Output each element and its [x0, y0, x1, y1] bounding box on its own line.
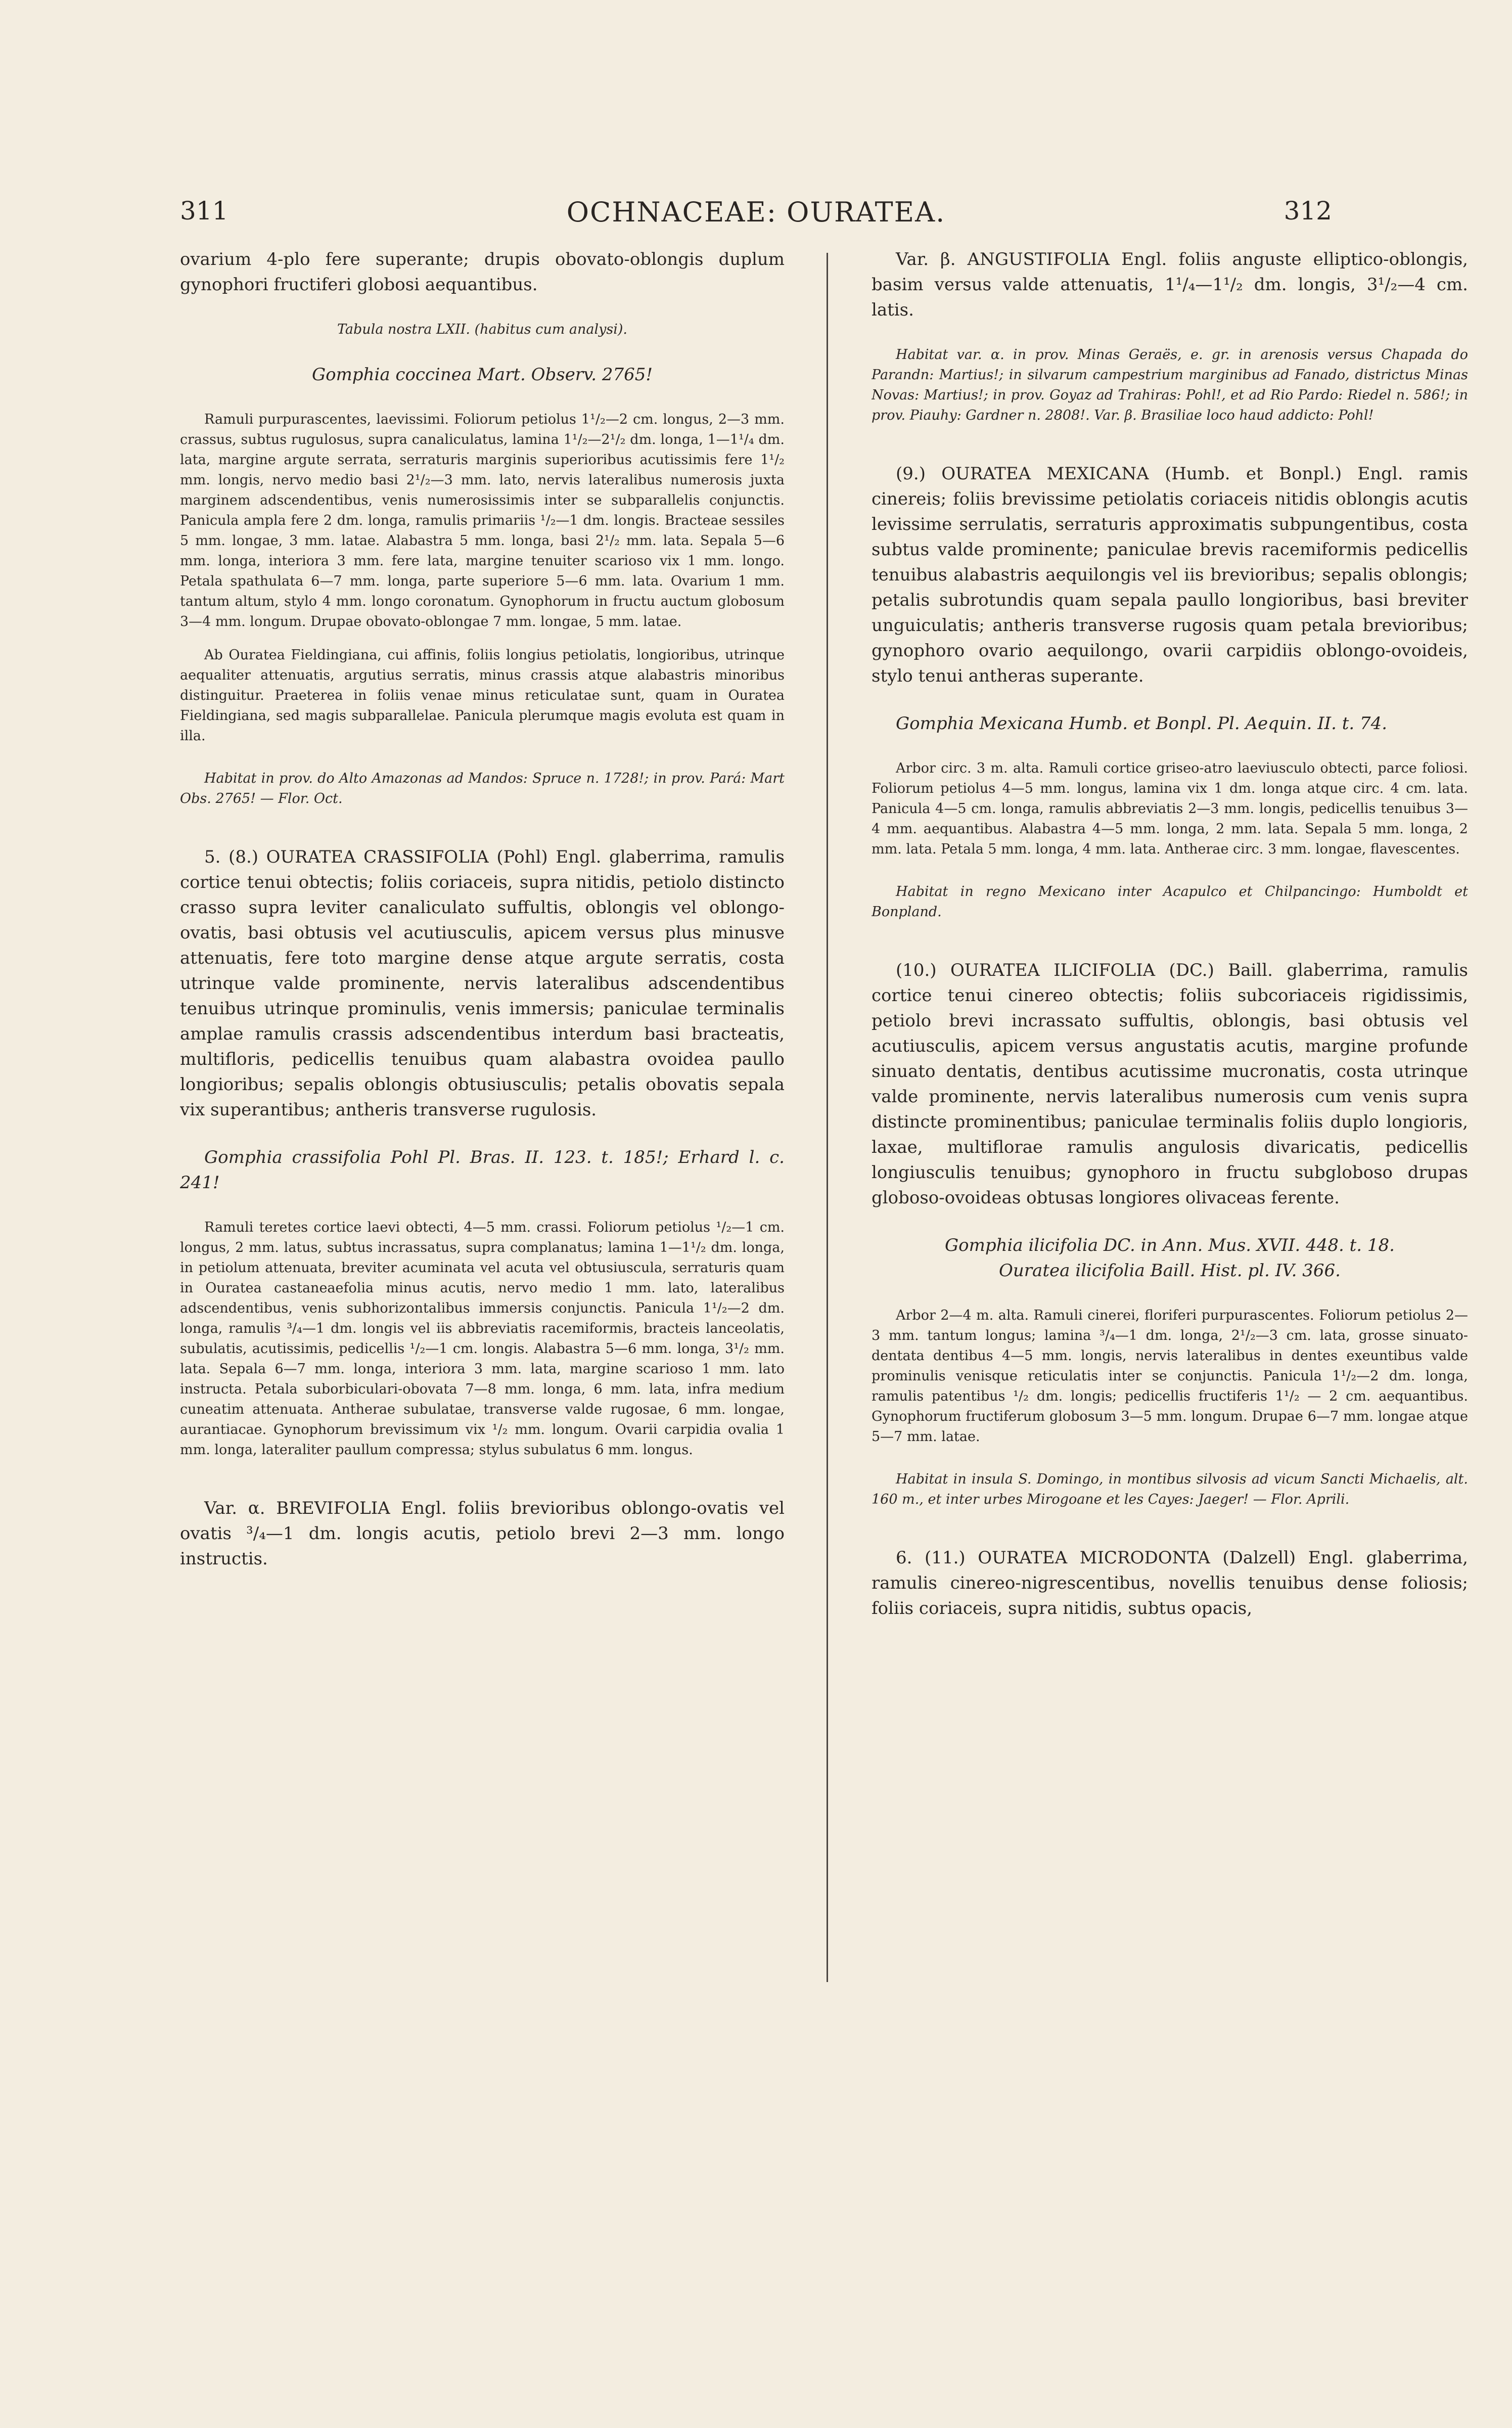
paragraph: (9.) OURATEA MEXICANA (Humb. et Bonpl.) Engl. ramis cinereis; foliis brevissime petiolatis coriaceis nitidis oblongis acutis levissime serrulatis, serraturis approximatis subpungentibus, costa subtus valde prominente; paniculae brevis racemiformis pedicellis tenuibus alabastris aequilongis vel iis brevioribus; sepalis oblongis; petalis subrotundis quam sepala paullo longioribus, basi breviter unguiculatis; antheris transverse rugosis quam petala brevioribus; gynophoro ovario aequilongo, ovarii carpidiis oblongo-ovoideis, stylo tenui antheras superante.	[872, 464, 1468, 686]
left-column	[180, 247, 785, 2411]
paragraph: Ab Ouratea Fieldingiana, cui affinis, foliis longius petiolatis, longioribus, utrinque aequaliter attenuatis, argutius serratis, minus crassis atque alabastris minoribus distinguitur. Praeterea in foliis venae minus reticulatae sunt, quam in Ouratea Fieldingiana, sed magis subparallelae. Panicula plerumque magis evoluta est quam in illa.	[180, 647, 785, 744]
paragraph: Habitat in regno Mexicano inter Acapulco et Chilpancingo: Humboldt et Bonpland.	[872, 884, 1468, 920]
paragraph: Gomphia coccinea Mart. Observ. 2765!	[311, 365, 653, 385]
page-number-left: 311	[180, 196, 228, 226]
paragraph: Gomphia ilicifolia DC. in Ann. Mus. XVII. 448. t. 18.	[945, 1235, 1395, 1255]
paragraph: Arbor circ. 3 m. alta. Ramuli cortice griseo-atro laeviusculo obtecti, parce foliosi. Foliorum petiolus 4—5 mm. longus, lamina vix 1 dm. longa atque circ. 4 cm. lata. Panicula 4—5 cm. longa, ramulis abbreviatis 2—3 mm. longis, pedicellis tenuibus 3—4 mm. aequantibus. Alabastra 4—5 mm. longa, 2 mm. lata. Sepala 5 mm. longa, 2 mm. lata. Petala 5 mm. longa, 4 mm. lata. Antherae circ. 3 mm. longae, flavescentes.	[872, 760, 1468, 857]
paragraph: (10.) OURATEA ILICIFOLIA (DC.) Baill. glaberrima, ramulis cortice tenui cinereo obtectis; foliis subcoriaceis rigidissimis, petiolo brevi incrassato suffultis, oblongis, basi obtusis vel acutiusculis, apicem versus angustatis acutis, margine profunde sinuato dentatis, dentibus acutissime mucronatis, costa utrinque valde prominente, nervis lateralibus numerosis cum venis supra distincte prominentibus; paniculae terminalis foliis duplo longioris, laxae, multiflorae ramulis angulosis divaricatis, pedicellis longiusculis tenuibus; gynophoro in fructu subgloboso drupas globoso-ovoideas obtusas longiores olivaceas ferente.	[872, 960, 1468, 1208]
paragraph: 5. (8.) OURATEA CRASSIFOLIA (Pohl) Engl. glaberrima, ramulis cortice tenui obtectis; foliis coriaceis, supra nitidis, petiolo distincto crasso supra leviter canaliculato suffultis, oblongis vel oblongo-ovatis, basi obtusis vel acutiusculis, apicem versus plus minusve attenuatis, fere toto margine dense atque argute serratis, costa utrinque valde prominente, nervis lateralibus adscendentibus tenuibus utrinque prominulis, venis immersis; paniculae terminalis amplae ramulis crassis adscendentibus interdum basi bracteatis, multifloris, pedicellis tenuibus quam alabastra ovoidea paullo longioribus; sepalis oblongis obtusiusculis; petalis obovatis sepala vix superantibus; antheris transverse rugulosis.	[180, 847, 785, 1120]
paragraph: Var. β. ANGUSTIFOLIA Engl. foliis anguste elliptico-oblongis, basim versus valde attenuatis, 1¹/₄—1¹/₂ dm. longis, 3¹/₂—4 cm. latis.	[872, 249, 1468, 320]
paragraph: Var. α. BREVIFOLIA Engl. foliis brevioribus oblongo-ovatis vel ovatis ³/₄—1 dm. longis acutis, petiolo brevi 2—3 mm. longo instructis.	[180, 1498, 785, 1569]
paragraph: Gomphia Mexicana Humb. et Bonpl. Pl. Aequin. II. t. 74.	[896, 713, 1388, 734]
paragraph: Ouratea ilicifolia Baill. Hist. pl. IV. 366.	[999, 1261, 1341, 1281]
paragraph: Ramuli purpurascentes, laevissimi. Foliorum petiolus 1¹/₂—2 cm. longus, 2—3 mm. crassus, subtus rugulosus, supra canaliculatus, lamina 1¹/₂—2¹/₂ dm. longa, 1—1¹/₄ dm. lata, margine argute serrata, serraturis marginis superioribus acutissimis fere 1¹/₂ mm. longis, nervo medio basi 2¹/₂—3 mm. lato, nervis lateralibus numerosis juxta marginem adscendentibus, venis numerosissimis inter se subparallelis conjunctis. Panicula ampla fere 2 dm. longa, ramulis primariis ¹/₂—1 dm. longis. Bracteae sessiles 5 mm. longae, 3 mm. latae. Alabastra 5 mm. longa, basi 2¹/₂ mm. lata. Sepala 5—6 mm. longa, interiora 3 mm. fere lata, margine tenuiter scarioso vix 1 mm. longo. Petala spathulata 6—7 mm. longa, parte superiore 5—6 mm. lata. Ovarium 1 mm. tantum altum, stylo 4 mm. longo coronatum. Gynophorum in fructu auctum globosum 3—4 mm. longum. Drupae obovato-oblongae 7 mm. longae, 5 mm. latae.	[180, 412, 785, 630]
column-divider	[827, 253, 828, 1982]
paragraph: Habitat var. α. in prov. Minas Geraës, e. gr. in arenosis versus Chapada do Parandn: Martius!; in silvarum campestrium marginibus ad Fanado, districtus Minas Novas: Martius!; in prov. Goyaz ad Trahiras: Pohl!, et ad Rio Pardo: Riedel n. 586!; in prov. Piauhy: Gardner n. 2808!. Var. β. Brasiliae loco haud addicto: Pohl!	[872, 347, 1468, 423]
paragraph: Ramuli teretes cortice laevi obtecti, 4—5 mm. crassi. Foliorum petiolus ¹/₂—1 cm. longus, 2 mm. latus, subtus incrassatus, supra complanatus; lamina 1—1¹/₂ dm. longa, in petiolum attenuata, breviter acuminata vel acuta vel obtusiuscula, serraturis quam in Ouratea castaneaefolia minus acutis, nervo medio 1 mm. lato, lateralibus adscendentibus, venis subhorizontalibus immersis conjunctis. Panicula 1¹/₂—2 dm. longa, ramulis ³/₄—1 dm. longis vel iis abbreviatis racemiformis, bracteis lanceolatis, subulatis, acutissimis, pedicellis ¹/₂—1 cm. longis. Alabastra 5—6 mm. longa, 3¹/₂ mm. lata. Sepala 6—7 mm. longa, interiora 3 mm. lata, margine scarioso 1 mm. lato instructa. Petala suborbiculari-obovata 7—8 mm. longa, 6 mm. lata, infra medium cuneatim attenuata. Antherae subulatae, transverse valde rugosae, 6 mm. longae, aurantiacae. Gynophorum brevissimum vix ¹/₂ mm. longum. Ovarii carpidia ovalia 1 mm. longa, lateraliter paullum compressa; stylus subulatus 6 mm. longus.	[180, 1220, 785, 1458]
paragraph: Habitat in prov. do Alto Amazonas ad Mandos: Spruce n. 1728!; in prov. Pará: Mart Obs. 2765! — Flor. Oct.	[180, 771, 785, 806]
page-title: OCHNACEAE: OURATEA.	[566, 196, 946, 228]
page-number-right: 312	[1284, 196, 1332, 226]
right-column	[872, 247, 1468, 2411]
paragraph: Tabula nostra LXII. (habitus cum analysi).	[337, 322, 627, 337]
paragraph: Gomphia crassifolia Pohl Pl. Bras. II. 123. t. 185!; Erhard l. c. 241!	[180, 1147, 785, 1193]
paragraph: 6. (11.) OURATEA MICRODONTA (Dalzell) Engl. glaberrima, ramulis cinereo-nigrescentibus, novellis tenuibus dense foliosis; foliis coriaceis, supra nitidis, subtus opacis,	[872, 1548, 1468, 1618]
paragraph: ovarium 4-plo fere superante; drupis obovato-oblongis duplum gynophori fructiferi globosi aequantibus.	[180, 249, 785, 295]
paragraph: Habitat in insula S. Domingo, in montibus silvosis ad vicum Sancti Michaelis, alt. 160 m., et inter urbes Mirogoane et les Cayes: Jaeger! — Flor. Aprili.	[872, 1471, 1468, 1507]
page-header	[0, 196, 1512, 232]
paragraph: Arbor 2—4 m. alta. Ramuli cinerei, floriferi purpurascentes. Foliorum petiolus 2—3 mm. tantum longus; lamina ³/₄—1 dm. longa, 2¹/₂—3 cm. lata, grosse sinuato-dentata dentibus 4—5 mm. longis, nervis lateralibus in dentes exeuntibus valde prominulis venisque reticulatis inter se conjunctis. Panicula 1¹/₂—2 dm. longa, ramulis patentibus ¹/₂ dm. longis; pedicellis fructiferis 1¹/₂ — 2 cm. aequantibus. Gynophorum fructiferum globosum 3—5 mm. longum. Drupae 6—7 mm. longae atque 5—7 mm. latae.	[872, 1308, 1468, 1445]
